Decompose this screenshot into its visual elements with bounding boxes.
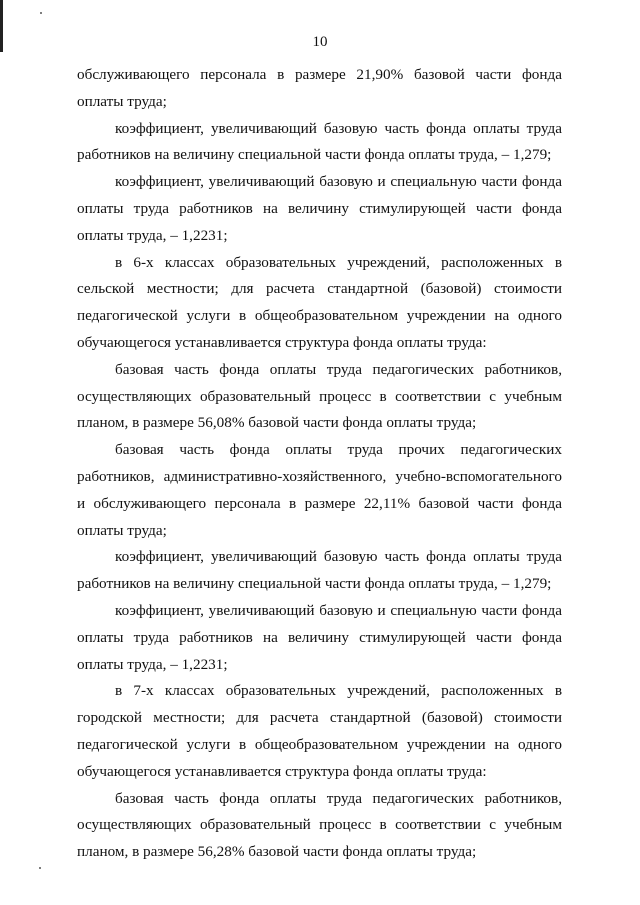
- paragraph: коэффициент, увеличивающий базовую и специальную части фонда оплаты труда работников на величину стимулирующей части фонда оплаты труда, – 1,2231;: [77, 173, 562, 244]
- scan-speck: [39, 867, 41, 869]
- paragraph: коэффициент, увеличивающий базовую часть фонда оплаты труда работников на величину специальной части фонда оплаты труда, – 1,279;: [77, 548, 562, 593]
- paragraph: обслуживающего персонала в размере 21,90% базовой части фонда оплаты труда;: [77, 66, 562, 110]
- paragraph: базовая часть фонда оплаты труда педагогических работников, осуществляющих образовательный процесс в соответствии с учебным планом, в размере 56,28% базовой части фонда оплаты труда;: [77, 789, 562, 861]
- scan-speck: [40, 12, 42, 14]
- paragraph: в 7-х классах образовательных учреждений, расположенных в городской местности; для расчета стандартной (базовой) стоимости педагогической услуги в общеобразовательном учреждении на одного обучающегося устанавливается структура фонда оплаты труда:: [77, 682, 562, 780]
- document-body: [77, 62, 562, 866]
- paragraph: коэффициент, увеличивающий базовую и специальную части фонда оплаты труда работников на величину стимулирующей части фонда оплаты труда, – 1,2231;: [77, 601, 562, 673]
- paragraph: коэффициент, увеличивающий базовую часть фонда оплаты труда работников на величину специальной части фонда оплаты труда, – 1,279;: [77, 119, 562, 164]
- page-number: 10: [312, 34, 328, 50]
- paragraph: базовая часть фонда оплаты труда прочих педагогических работников, административно-хозяйственного, учебно-вспомогательного и обслуживающего персонала в размере 22,11% базовой части фонда оплаты труда;: [77, 441, 562, 539]
- paragraph: в 6-х классах образовательных учреждений, расположенных в сельской местности; для расчета стандартной (базовой) стоимости педагогической услуги в общеобразовательном учреждении на одного обучающегося устанавливается структура фонда оплаты труда:: [77, 253, 562, 351]
- paragraph: базовая часть фонда оплаты труда педагогических работников, осуществляющих образовательный процесс в соответствии с учебным планом, в размере 56,08% базовой части фонда оплаты труда;: [77, 360, 562, 432]
